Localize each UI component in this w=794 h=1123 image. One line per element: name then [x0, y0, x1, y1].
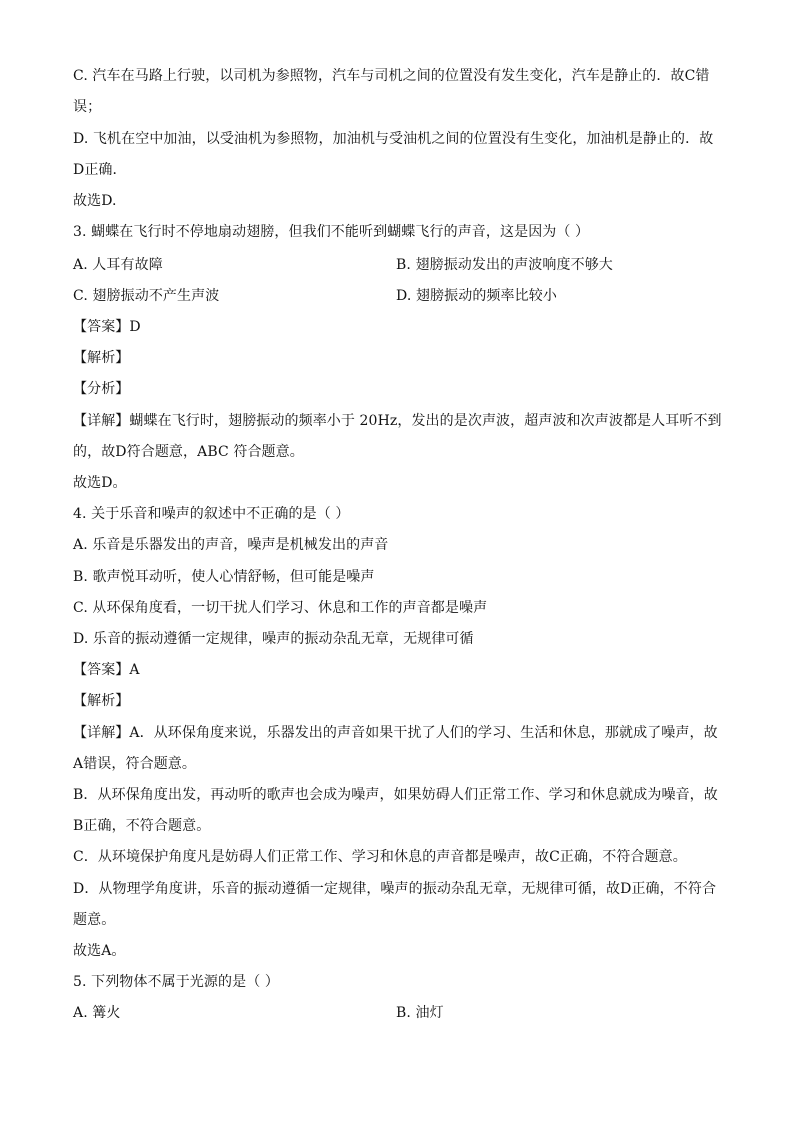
q4-detail-b-line2: B正确，不符合题意。 — [73, 818, 211, 834]
q3-conclusion: 故选D。 — [73, 475, 127, 491]
q4-detail-d-line2: 题意。 — [73, 912, 116, 928]
q3-answer: 【答案】D — [73, 319, 141, 335]
q4-conclusion: 故选A。 — [73, 943, 126, 959]
q4-analysis-label: 【解析】 — [73, 693, 130, 709]
q4-answer: 【答案】A — [73, 662, 140, 678]
q3-option-b: B. 翅膀振动发出的声波响度不够大 — [396, 257, 613, 273]
q4-option-a: A. 乐音是乐器发出的声音，噪声是机械发出的声音 — [73, 537, 389, 553]
q5-option-b: B. 油灯 — [396, 1005, 444, 1021]
q4-stem: 4. 关于乐音和噪声的叙述中不正确的是（ ） — [73, 506, 350, 522]
prev-analysis-d-line2: D正确． — [73, 162, 127, 178]
q4-option-b: B. 歌声悦耳动听，使人心情舒畅，但可能是噪声 — [73, 569, 375, 585]
q4-detail-c-line1: C．从环境保护角度凡是妨碍人们正常工作、学习和休息的声音都是噪声，故C正确，不符合题意。 — [73, 849, 687, 865]
q4-option-c: C. 从环保角度看，一切干扰人们学习、休息和工作的声音都是噪声 — [73, 600, 488, 616]
q5-stem: 5. 下列物体不属于光源的是（ ） — [73, 974, 279, 990]
q3-analysis-label: 【解析】 — [73, 350, 130, 366]
q4-detail-a-line1: 【详解】A．从环保角度来说，乐器发出的声音如果干扰了人们的学习、生活和休息，那就成了噪声，故 — [73, 725, 718, 741]
q4-option-d: D. 乐音的振动遵循一定规律，噪声的振动杂乱无章，无规律可循 — [73, 631, 474, 647]
prev-analysis-c-line2: 误； — [73, 99, 102, 115]
q4-detail-b-line1: B．从环保角度出发，再动听的歌声也会成为噪声，如果妨碍人们正常工作、学习和休息就成为噪音，故 — [73, 787, 718, 803]
q3-option-d: D. 翅膀振动的频率比较小 — [396, 288, 557, 304]
q3-option-a: A. 人耳有故障 — [73, 257, 163, 273]
q3-stem: 3. 蝴蝶在飞行时不停地扇动翅膀，但我们不能听到蝴蝶飞行的声音，这是因为（ ） — [73, 224, 590, 240]
q4-detail-d-line1: D．从物理学角度讲，乐音的振动遵循一定规律，噪声的振动杂乱无章，无规律可循，故D正确，不符合 — [73, 881, 717, 897]
q3-detail-line2: 的，故D符合题意，ABC 符合题意。 — [73, 444, 304, 460]
q3-fenxi-label: 【分析】 — [73, 381, 130, 397]
q4-detail-a-line2: A错误，符合题意。 — [73, 756, 197, 772]
q3-detail-line1: 【详解】蝴蝶在飞行时，翅膀振动的频率小于 20Hz，发出的是次声波，超声波和次声波都是人耳听不到 — [73, 413, 722, 429]
q3-option-c: C. 翅膀振动不产生声波 — [73, 288, 220, 304]
prev-analysis-d-line1: D. 飞机在空中加油，以受油机为参照物，加油机与受油机之间的位置没有生变化，加油机是静止的．故 — [73, 131, 714, 147]
q5-option-a: A. 篝火 — [73, 1005, 121, 1021]
prev-conclusion: 故选D. — [73, 193, 117, 209]
prev-analysis-c-line1: C. 汽车在马路上行驶，以司机为参照物，汽车与司机之间的位置没有发生变化，汽车是静止的．故C错 — [73, 68, 710, 84]
